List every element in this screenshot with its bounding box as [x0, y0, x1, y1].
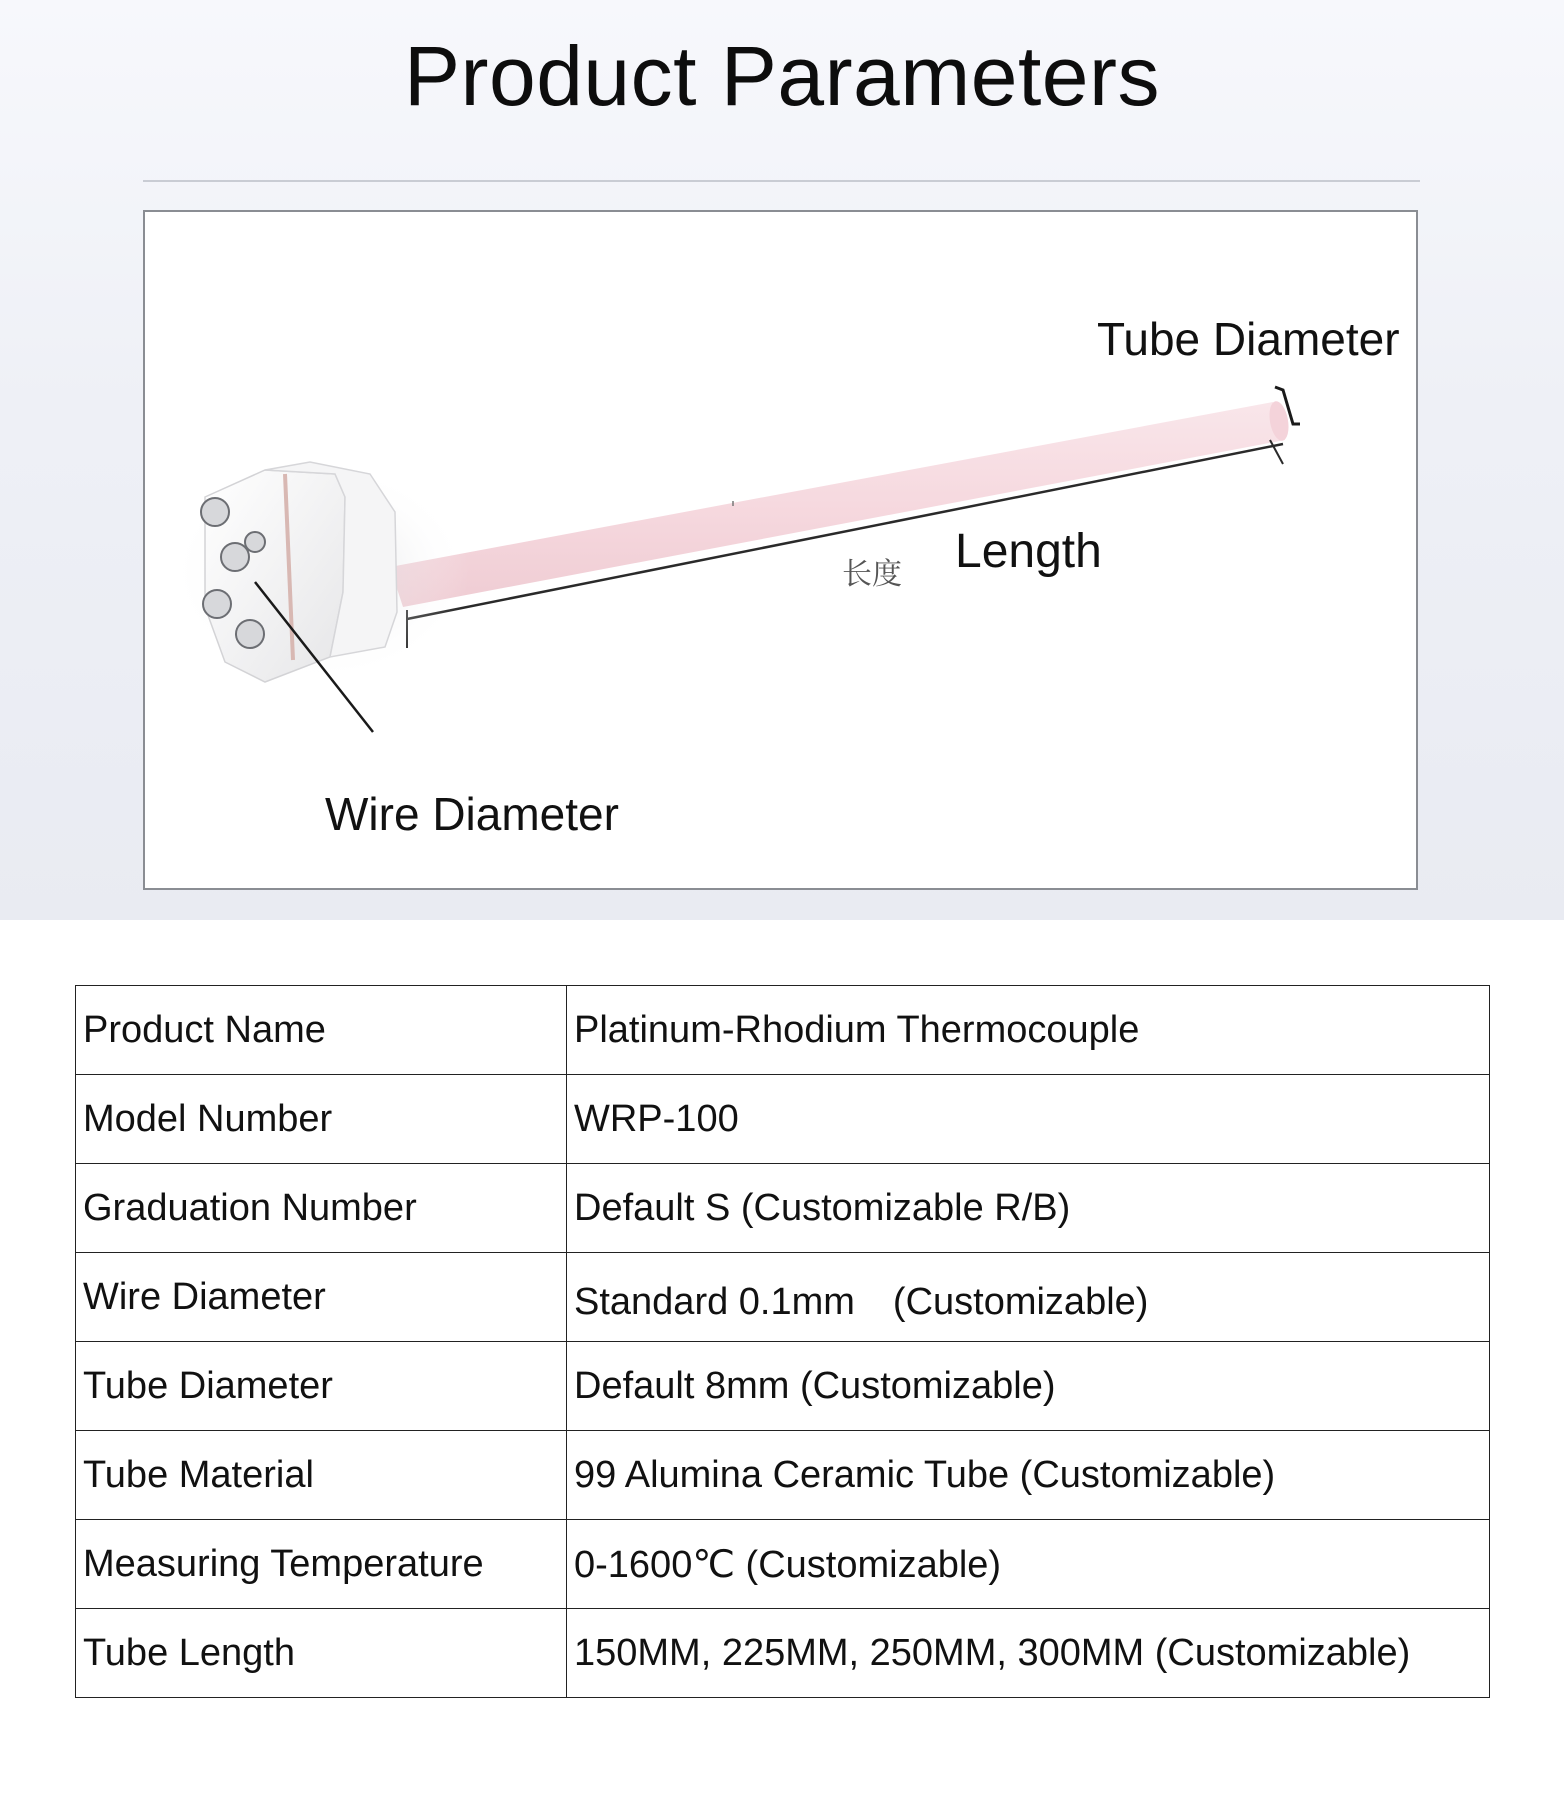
table-row: [76, 1609, 1490, 1698]
spec-value: 150MM, 225MM, 250MM, 300MM (Customizable): [567, 1609, 1490, 1698]
spec-value: Platinum-Rhodium Thermocouple: [567, 986, 1490, 1075]
terminal-head-back: [205, 470, 345, 682]
spec-label: Tube Diameter: [76, 1342, 567, 1431]
spec-value: Default 8mm (Customizable): [567, 1342, 1490, 1431]
table-row: [76, 986, 1490, 1075]
spec-label: Measuring Temperature: [76, 1520, 567, 1609]
table-row: [76, 1253, 1490, 1342]
spec-value: 0-1600℃ (Customizable): [567, 1520, 1490, 1609]
spec-label: Model Number: [76, 1075, 567, 1164]
spec-value: 99 Alumina Ceramic Tube (Customizable): [567, 1431, 1490, 1520]
table-row: [76, 1164, 1490, 1253]
wire-diameter-label: Wire Diameter: [325, 788, 619, 840]
spec-value: Default S (Customizable R/B): [567, 1164, 1490, 1253]
page-title: Product Parameters: [404, 29, 1160, 123]
table-row: [76, 1431, 1490, 1520]
length-label: Length: [955, 525, 1102, 578]
spec-label: Product Name: [76, 986, 567, 1075]
spec-label: Tube Length: [76, 1609, 567, 1698]
spec-value: WRP-100: [567, 1075, 1490, 1164]
spec-table: [75, 985, 1490, 1698]
table-row: [76, 1075, 1490, 1164]
product-diagram: [143, 210, 1418, 890]
tube-diameter-label: Tube Diameter: [1097, 313, 1400, 365]
ceramic-tube: [390, 402, 1285, 607]
title-divider: [143, 180, 1420, 182]
spec-value: Standard 0.1mm (Customizable): [567, 1253, 1490, 1342]
length-label-cn: 长度: [842, 558, 902, 591]
table-row: [76, 1520, 1490, 1609]
spec-label: Wire Diameter: [76, 1253, 567, 1342]
spec-label: Graduation Number: [76, 1164, 567, 1253]
spec-label: Tube Material: [76, 1431, 567, 1520]
table-row: [76, 1342, 1490, 1431]
